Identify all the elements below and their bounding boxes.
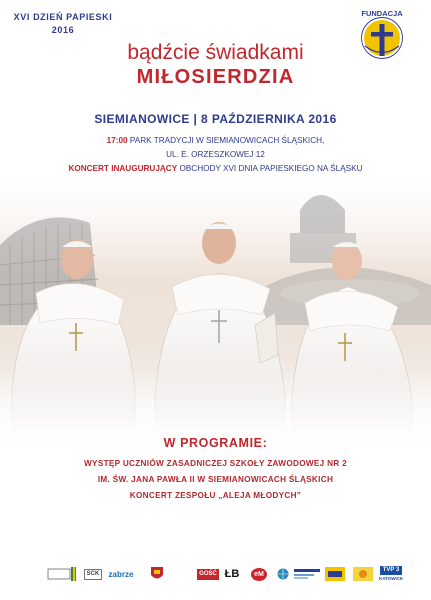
edition-year: 2016 xyxy=(51,25,75,35)
event-time: 17:00 xyxy=(106,136,128,145)
programme-line: WYSTĘP UCZNIÓW ZASADNICZEJ SZKOŁY ZAWODOWEJ NR 2 xyxy=(84,459,347,468)
sponsor-tvp-text: TVP 3 xyxy=(380,566,403,575)
sponsor-logo-globe xyxy=(276,563,290,585)
sponsor-logo-yellow xyxy=(324,563,346,585)
globe-icon xyxy=(277,568,289,580)
programme-line: KONCERT ZESPOŁU „ALEJA MŁODYCH” xyxy=(129,491,302,500)
sponsor-zabrze-text: zabrze xyxy=(108,569,134,579)
sponsor-logo-city xyxy=(46,563,78,585)
slogan-big: MIŁOSIERDZIA xyxy=(136,66,295,88)
event-concert-label: KONCERT INAUGURUJĄCY xyxy=(68,164,178,173)
sponsor-tvp-city: KATOWICE xyxy=(378,576,404,581)
three-popes-photo xyxy=(0,175,431,435)
sponsor-logo-em xyxy=(248,563,270,585)
sponsor-strip xyxy=(46,563,406,585)
scene-fade xyxy=(0,175,431,435)
event-time-venue xyxy=(0,135,431,146)
programme-title: W PROGRAMIE: xyxy=(163,436,268,450)
sponsor-logo-radio xyxy=(294,563,320,585)
event-venue: PARK TRADYCJI W SIEMIANOWICACH ŚLĄSKICH, xyxy=(129,136,325,145)
sponsor-sck-text: SCK xyxy=(84,569,103,580)
sponsor-logo-lb xyxy=(222,563,242,585)
city-emblem-icon xyxy=(46,565,78,583)
sponsor-logo-emblem xyxy=(148,563,166,585)
sponsor-em-text: eM xyxy=(251,568,267,581)
sun-brand-icon xyxy=(353,567,373,581)
sponsor-logo-sun xyxy=(352,563,374,585)
yellow-brand-icon xyxy=(325,567,345,581)
edition-heading xyxy=(8,11,118,37)
programme-line: IM. ŚW. JANA PAWŁA II W SIEMIANOWICACH ŚLĄSKICH xyxy=(97,475,334,484)
sponsor-gosc-text: GOŚĆ xyxy=(197,569,219,580)
event-street: UL. E. ORZESZKOWEJ 12 xyxy=(166,150,265,159)
edition-title: XVI DZIEŃ PAPIESKI xyxy=(13,12,113,22)
sponsor-logo-sck xyxy=(84,563,102,585)
sponsor-logo-zabrze xyxy=(104,563,138,585)
event-place-date: SIEMIANOWICE | 8 PAŹDZIERNIKA 2016 xyxy=(94,112,337,126)
event-concert xyxy=(0,163,431,174)
sponsor-lb-text: ŁB xyxy=(224,567,240,580)
slogan-small: bądźcie świadkami xyxy=(127,41,304,64)
sponsor-logo-tvp xyxy=(376,563,406,585)
sponsor-logo-gosc xyxy=(198,563,218,585)
logo-foundation-text: FUNDACJA xyxy=(361,9,403,18)
radio-logo-icon xyxy=(294,567,320,581)
event-concert-rest: OBCHODY XVI DNIA PAPIESKIEGO NA ŚLĄSKU xyxy=(179,164,363,173)
heraldic-emblem-icon xyxy=(150,565,164,583)
